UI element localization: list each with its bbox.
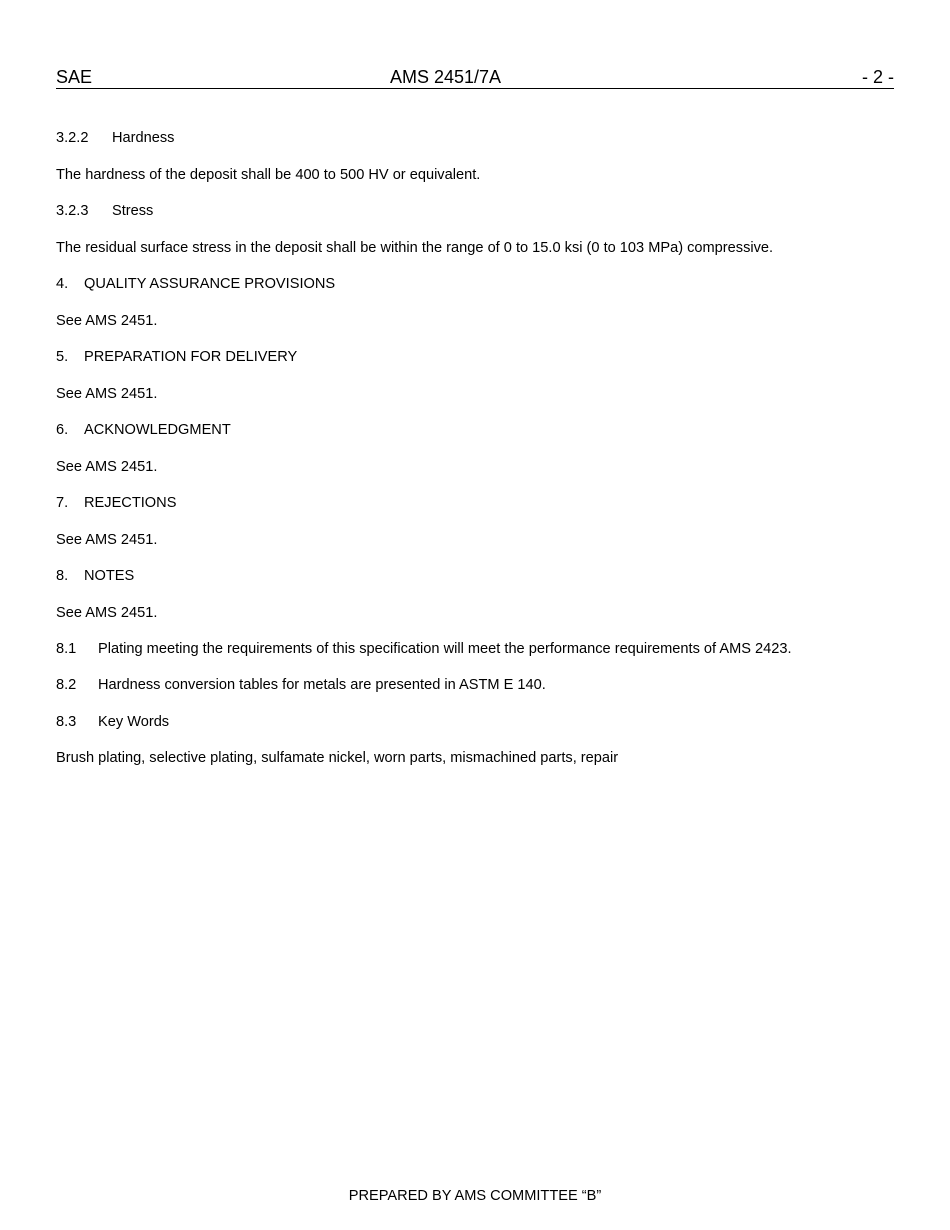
header-doc-number: AMS 2451/7A — [390, 67, 502, 87]
paragraph-text: Hardness conversion tables for metals are presented in ASTM E 140. — [98, 677, 546, 693]
header-org: SAE — [56, 67, 93, 87]
section-8-heading — [56, 567, 134, 585]
page-footer: PREPARED BY AMS COMMITTEE “B” — [348, 1188, 602, 1204]
section-title: PREPARATION FOR DELIVERY — [84, 349, 298, 365]
section-number: 3.2.2 — [56, 130, 89, 146]
section-number: 5. — [56, 349, 69, 365]
section-3-2-3-text: The residual surface stress in the deposit shall be within the range of 0 to 15.0 ksi (0 to 103 MPa) compressive. — [56, 240, 774, 256]
section-7-heading — [56, 494, 176, 512]
paragraph-8-3 — [56, 713, 169, 731]
section-3-2-3-heading — [56, 202, 153, 220]
section-number: 8. — [56, 568, 69, 584]
paragraph-number: 8.2 — [56, 677, 77, 693]
page-header — [56, 66, 894, 89]
section-6-heading — [56, 421, 231, 439]
section-3-2-2-text: The hardness of the deposit shall be 400 to 500 HV or equivalent. — [56, 167, 481, 183]
section-title: ACKNOWLEDGMENT — [84, 422, 231, 438]
section-8-text: See AMS 2451. — [56, 605, 158, 621]
section-number: 6. — [56, 422, 69, 438]
section-title: NOTES — [84, 568, 135, 584]
section-5-heading — [56, 348, 297, 366]
section-5-text: See AMS 2451. — [56, 386, 158, 402]
section-number: 4. — [56, 276, 69, 292]
paragraph-number: 8.3 — [56, 714, 77, 730]
section-4-heading — [56, 275, 335, 293]
section-title: Stress — [112, 203, 154, 219]
section-number: 7. — [56, 495, 69, 511]
section-3-2-2-heading — [56, 129, 174, 147]
header-page-number: - 2 - — [861, 67, 894, 87]
paragraph-text: Key Words — [98, 714, 170, 730]
paragraph-8-2 — [56, 676, 546, 694]
section-4-text: See AMS 2451. — [56, 313, 158, 329]
keywords-text: Brush plating, selective plating, sulfamate nickel, worn parts, mismachined parts, repair — [56, 750, 619, 766]
section-title: REJECTIONS — [84, 495, 177, 511]
paragraph-number: 8.1 — [56, 641, 77, 657]
section-6-text: See AMS 2451. — [56, 459, 158, 475]
paragraph-text: Plating meeting the requirements of this specification will meet the performance requirements of AMS 2423. — [98, 641, 792, 657]
paragraph-8-1 — [56, 640, 792, 658]
section-number: 3.2.3 — [56, 203, 89, 219]
section-title: Hardness — [112, 130, 175, 146]
section-title: QUALITY ASSURANCE PROVISIONS — [84, 276, 336, 292]
section-7-text: See AMS 2451. — [56, 532, 158, 548]
